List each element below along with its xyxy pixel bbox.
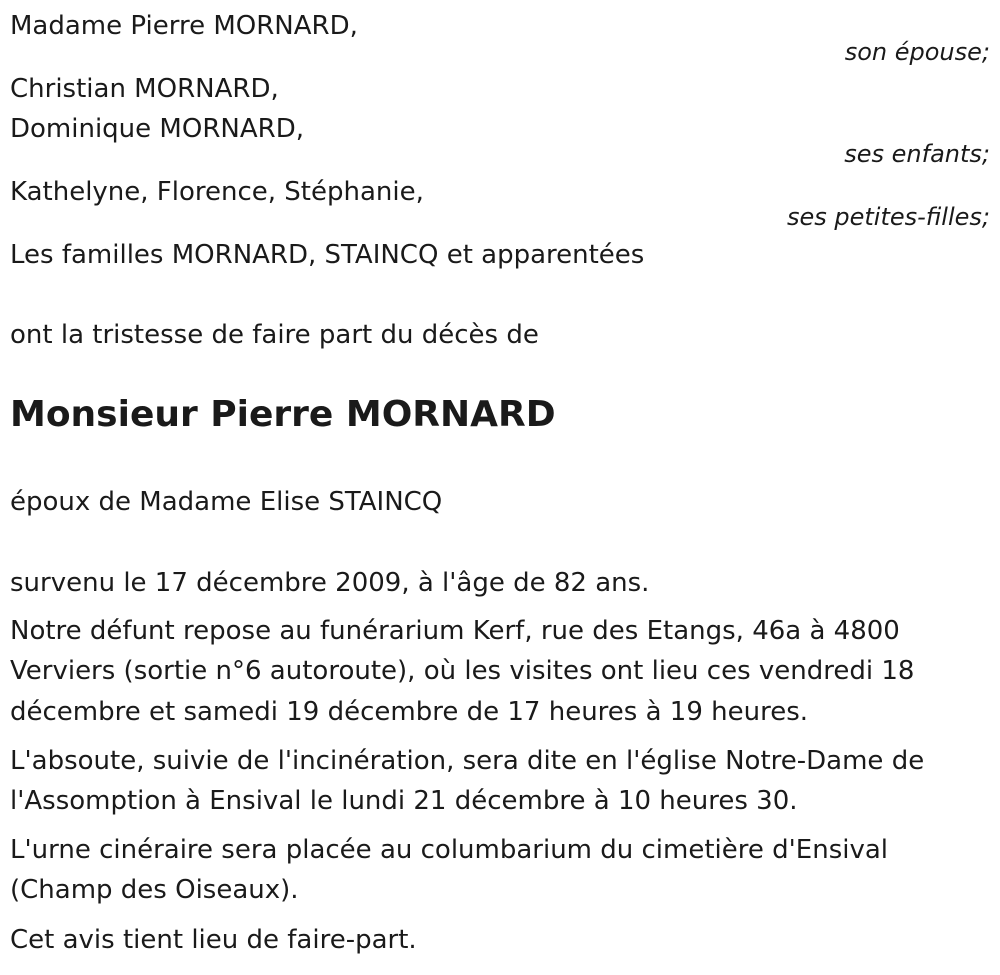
announcement-line: ont la tristesse de faire part du décès de	[10, 320, 539, 350]
child-name-1: Christian MORNARD,	[10, 74, 279, 104]
wife-role: son épouse;	[844, 38, 990, 66]
spouse-line: époux de Madame Elise STAINCQ	[10, 487, 443, 517]
visitation-line-2: Verviers (sortie n°6 autoroute), où les visites ont lieu ces vendredi 18	[10, 656, 915, 686]
deceased-name: Monsieur Pierre MORNARD	[10, 394, 556, 435]
child-name-2: Dominique MORNARD,	[10, 114, 304, 144]
absoute-line-1: L'absoute, suivie de l'incinération, sera dite en l'église Notre-Dame de	[10, 746, 925, 776]
death-line: survenu le 17 décembre 2009, à l'âge de 82 ans.	[10, 568, 650, 598]
visitation-line-3: décembre et samedi 19 décembre de 17 heures à 19 heures.	[10, 697, 809, 727]
wife-name: Madame Pierre MORNARD,	[10, 11, 358, 41]
absoute-line-2: l'Assomption à Ensival le lundi 21 décembre à 10 heures 30.	[10, 786, 798, 816]
granddaughters-role: ses petites-filles;	[786, 203, 990, 231]
children-role: ses enfants;	[844, 140, 990, 168]
visitation-line-1: Notre défunt repose au funérarium Kerf, rue des Etangs, 46a à 4800	[10, 616, 900, 646]
granddaughters-names: Kathelyne, Florence, Stéphanie,	[10, 177, 424, 207]
urne-line-2: (Champ des Oiseaux).	[10, 875, 299, 905]
families-line: Les familles MORNARD, STAINCQ et apparentées	[10, 240, 645, 270]
urne-line-1: L'urne cinéraire sera placée au columbarium du cimetière d'Ensival	[10, 835, 889, 865]
closing-line: Cet avis tient lieu de faire-part.	[10, 925, 417, 955]
